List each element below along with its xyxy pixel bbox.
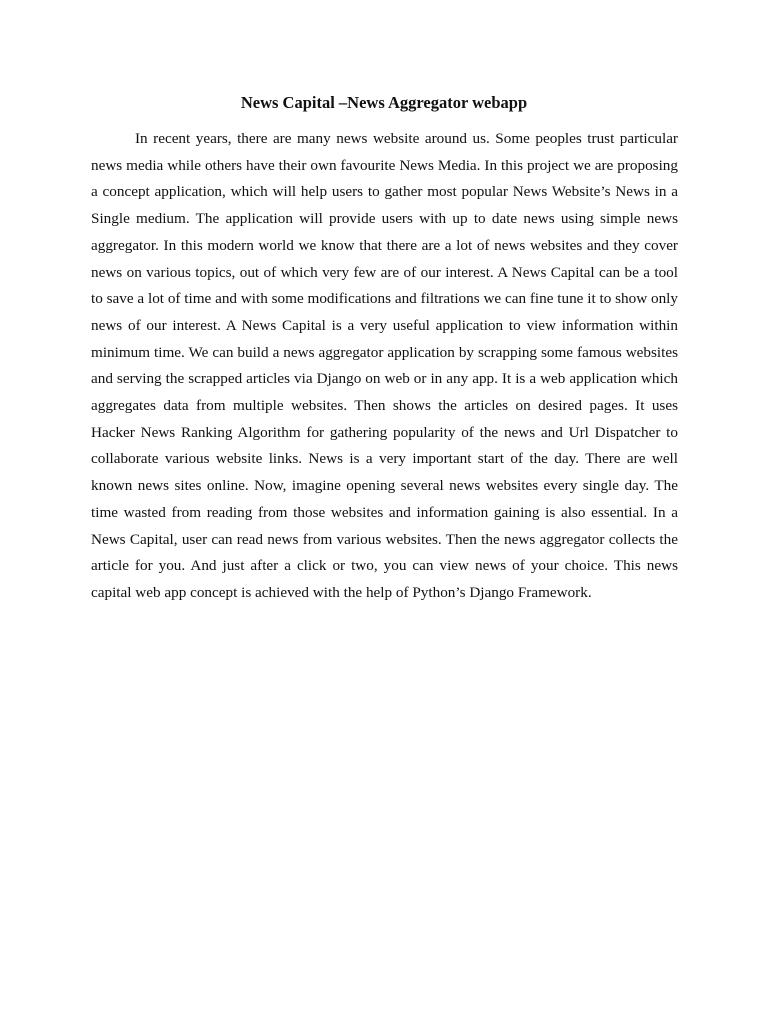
- document-title: News Capital –News Aggregator webapp: [240, 93, 528, 112]
- body-paragraph: In recent years, there are many news website around us. Some peoples trust particular news media while others have their own favourite News Media. In this project we are proposing a concept application, which will help users to gather most popular News Website’s News in a Single medium. The application will provide users with up to date news using simple news aggregator. In this modern world we know that there are a lot of news websites and they cover news on various topics, out of which very few are of our interest. A News Capital can be a tool to save a lot of time and with some modifications and filtrations we can fine tune it to show only news of our interest. A News Capital is a very useful application to view information within minimum time. We can build a news aggregator application by scrapping some famous websites and serving the scrapped articles via Django on web or in any app. It is a web application which aggregates data from multiple websites. Then shows the articles on desired pages. It uses Hacker News Ranking Algorithm for gathering popularity of the news and Url Dispatcher to collaborate various website links. News is a very important start of the day. There are well known news sites online. Now, imagine opening several news websites every single day. The time wasted from reading from those websites and information gaining is also essential. In a News Capital, user can read news from various websites. Then the news aggregator collects the article for you. And just after a click or two, you can view news of your choice. This news capital web app concept is achieved with the help of Python’s Django Framework.: [91, 130, 678, 601]
